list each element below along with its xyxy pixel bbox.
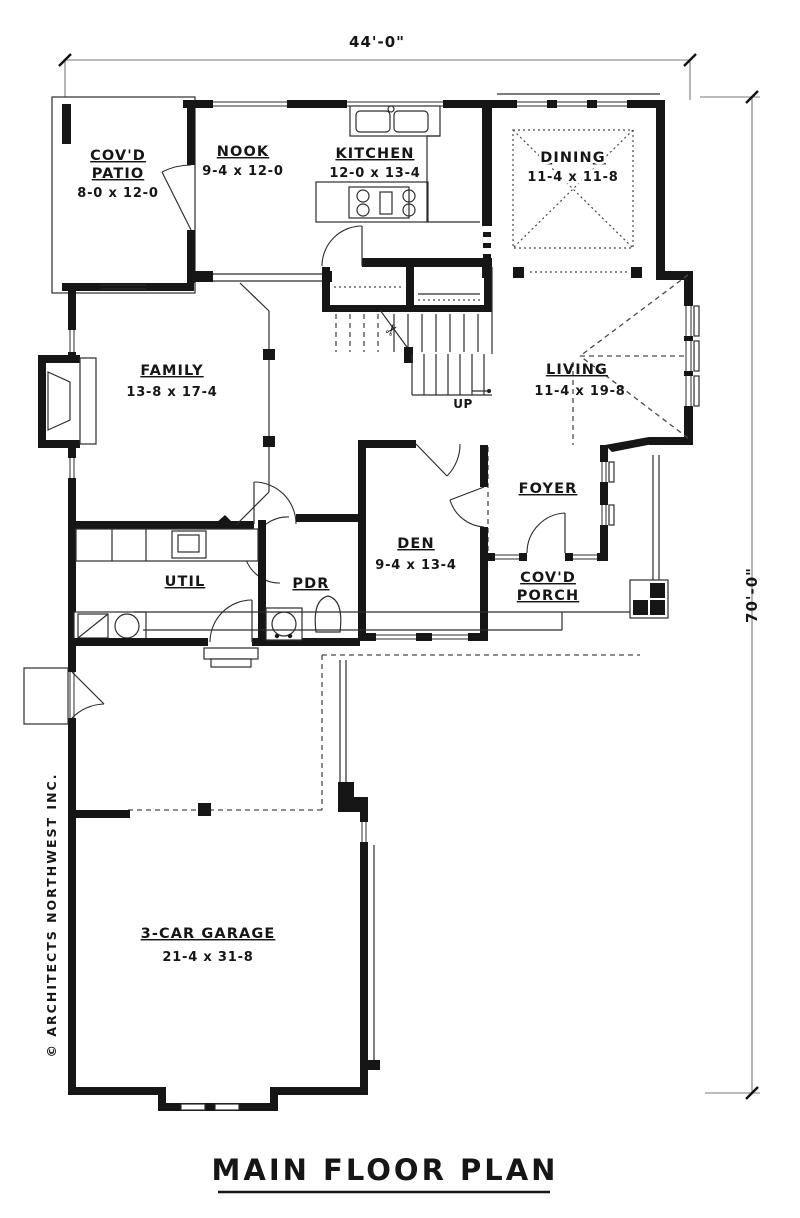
drawing-title (212, 1153, 559, 1192)
pedestal-sink (266, 608, 302, 640)
kitchen-sink (350, 106, 440, 136)
room-living (534, 271, 699, 452)
pdr-label: PDR (292, 576, 330, 592)
stair-treads-lower (424, 354, 484, 395)
room-garage (68, 810, 380, 1111)
kitchen-counter (427, 136, 480, 222)
room-covered-patio (52, 97, 195, 293)
front-door (527, 513, 565, 553)
porch-label-2: PORCH (516, 588, 580, 604)
patio-label-1: COV'D (90, 148, 146, 164)
copyright-text: © ARCHITECTS NORTHWEST INC. (44, 772, 59, 1058)
ceiling-vault-lines (573, 275, 688, 445)
side-entry (24, 646, 104, 810)
dimension-right (700, 91, 761, 1099)
room-dining (513, 100, 665, 280)
den-door (416, 444, 460, 476)
garage-label: 3-CAR GARAGE (140, 926, 276, 942)
room-pdr (266, 514, 358, 640)
den-size: 9-4 x 13-4 (375, 558, 457, 573)
fireplace (38, 355, 96, 448)
dimension-top (59, 33, 696, 100)
roof-dashed-lines (128, 655, 640, 816)
dining-size: 11-4 x 11-8 (527, 170, 619, 185)
patio-size: 8-0 x 12-0 (77, 186, 159, 201)
room-family (38, 283, 275, 529)
den-label: DEN (397, 536, 435, 552)
garage-size: 21-4 x 31-8 (162, 950, 254, 965)
room-nook (187, 144, 332, 282)
overall-height-label: 70'-0" (743, 567, 761, 623)
patio-label-2: PATIO (91, 166, 145, 182)
stairs (322, 226, 492, 411)
stairs-up-label: UP (453, 397, 473, 411)
kitchen-size: 12-0 x 13-4 (329, 166, 421, 181)
hall-door (450, 487, 484, 527)
kitchen-label: KITCHEN (335, 146, 415, 162)
nook-label: NOOK (216, 144, 270, 160)
nook-size: 9-4 x 12-0 (202, 164, 284, 179)
room-foyer (483, 445, 614, 561)
washer-dryer (74, 612, 146, 640)
util-label: UTIL (164, 574, 206, 590)
family-size: 13-8 x 17-4 (126, 385, 218, 400)
overall-width-label: 44'-0" (349, 33, 405, 51)
room-util (68, 520, 360, 667)
title-text: MAIN FLOOR PLAN (211, 1153, 559, 1187)
room-den (358, 440, 488, 641)
porch-post (630, 580, 668, 618)
foyer-label: FOYER (518, 481, 578, 497)
kitchen-island-cooktop (316, 182, 428, 222)
family-label: FAMILY (140, 363, 204, 379)
window (684, 306, 699, 406)
util-door (204, 600, 258, 667)
stair-break-scissors-icon: ✂ (380, 319, 403, 341)
toilet (315, 596, 341, 632)
dining-label: DINING (540, 150, 606, 166)
living-size: 11-4 x 19-8 (534, 384, 626, 399)
util-counter (76, 529, 258, 561)
living-label: LIVING (546, 362, 608, 378)
kitchen-dining-wall (482, 104, 492, 278)
porch-label-1: COV'D (520, 570, 576, 586)
room-kitchen (316, 104, 492, 278)
